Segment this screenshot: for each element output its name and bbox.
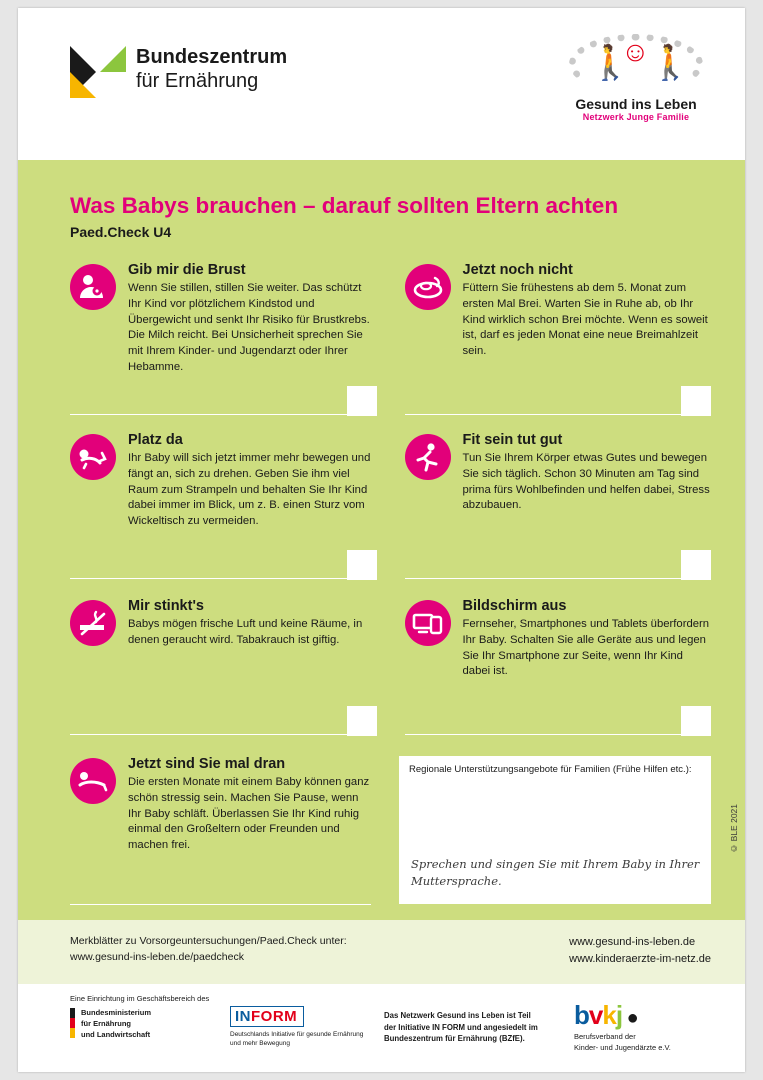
inform-logo-text — [230, 1030, 363, 1049]
advice-text — [128, 756, 371, 854]
advice-body: Ihr Baby will sich jetzt immer mehr bewegen und fängt an, sich zu drehen. Geben Sie ihm viel Raum zum Strampeln und behalten Sie Ihr Kind dabei immer im Blick, um z. B. einen Sturz vom Wickeltisch zu vermeiden. — [128, 452, 371, 528]
advice-cell — [70, 432, 377, 578]
running-person-icon — [405, 434, 451, 480]
page-subtitle: Paed.Check U4 — [70, 224, 172, 240]
advice-grid — [18, 262, 745, 904]
advice-item-fitness — [405, 432, 712, 514]
advice-text — [128, 262, 377, 376]
inform-logo-form: FORM — [251, 1008, 298, 1025]
advice-text — [463, 598, 712, 680]
advice-cell — [70, 756, 371, 904]
gil-person-orange-icon: 🚶 — [649, 44, 692, 82]
footer-url-kinderaerzte[interactable]: www.kinderaerzte-im-netz.de — [569, 952, 711, 965]
gil-title: Gesund ins Leben — [575, 96, 697, 112]
bzfe-logo-text — [136, 46, 287, 93]
divider — [405, 734, 712, 735]
advice-item-space — [70, 432, 377, 530]
checkbox-breastfeeding[interactable] — [347, 386, 377, 416]
footer-left-links — [70, 934, 347, 966]
crawling-baby-icon — [70, 434, 116, 480]
advice-item-screen-off — [405, 598, 712, 680]
network-line2: der Initiative IN FORM und angesiedelt im — [384, 1022, 538, 1032]
bvkj-logo — [574, 1002, 671, 1054]
advice-body: Die ersten Monate mit einem Baby können ganz schön stressig sein. Machen Sie Pause, wenn Ihr Baby schläft. Überlassen Sie Ihr Kind ruhig einmal den Großeltern oder Freunden und machen frei. — [128, 776, 370, 852]
advice-heading: Gib mir die Brust — [128, 262, 246, 278]
advice-cell — [70, 262, 377, 412]
footer-right-links — [569, 934, 711, 967]
advice-item-breastfeeding — [70, 262, 377, 376]
notes-label: Regionale Unterstützungsangebote für Familien (Frühe Hilfen etc.): — [409, 764, 692, 775]
advice-text — [128, 598, 377, 649]
advice-heading: Fit sein tut gut — [462, 432, 563, 448]
inform-logo-mark — [230, 1006, 304, 1027]
bmel-line1: Bundesministerium — [81, 1008, 152, 1017]
bzfe-logo-line1: Bundeszentrum — [136, 46, 288, 68]
advice-row — [70, 432, 711, 578]
footer-links — [18, 920, 745, 984]
gil-person-black-icon: 🚶 — [589, 44, 632, 82]
breastfeeding-icon — [70, 264, 116, 310]
advice-cell — [405, 598, 712, 734]
checkbox-space[interactable] — [347, 550, 377, 580]
inform-logo-in: IN — [235, 1008, 251, 1025]
bvkj-line1: Berufsverband der — [574, 1032, 636, 1041]
bzfe-logo — [70, 46, 287, 98]
advice-cell — [70, 598, 377, 734]
network-line1: Das Netzwerk Gesund ins Leben ist Teil — [384, 1011, 531, 1020]
institution-note: Eine Einrichtung im Geschäftsbereich des — [70, 994, 210, 1003]
gil-person-red-icon: ☺ — [621, 36, 650, 67]
divider — [70, 904, 371, 905]
bowl-spoon-icon — [405, 264, 451, 310]
bmel-logo-text — [81, 1008, 151, 1041]
advice-row — [70, 756, 711, 904]
advice-heading: Platz da — [128, 432, 183, 448]
main-content — [18, 160, 745, 920]
advice-item-no-solids — [405, 262, 712, 360]
bzfe-logo-mark — [70, 46, 126, 98]
network-line3: Bundeszentrum für Ernährung (BZfE). — [384, 1034, 525, 1044]
footer-url-gil[interactable]: www.gesund-ins-leben.de — [569, 936, 696, 948]
no-smoking-icon — [70, 600, 116, 646]
german-flag-icon — [70, 1008, 75, 1038]
advice-heading: Jetzt noch nicht — [462, 262, 573, 278]
advice-body: Fernseher, Smartphones und Tablets überfordern Ihr Baby. Schalten Sie alle Geräte aus und legen Sie Ihr Smartphone zur Seite, wenn Ihr Kind dabei ist. — [462, 618, 710, 678]
notes-box[interactable] — [399, 756, 711, 904]
advice-text — [128, 432, 377, 530]
bzfe-logo-line2: für Ernährung — [136, 69, 259, 92]
title-block — [18, 160, 745, 240]
bvkj-logo-mark: bvkj ● — [574, 1000, 638, 1030]
notes-handwriting: Sprechen und singen Sie mit Ihrem Baby in Ihrer Muttersprache. — [411, 856, 700, 888]
checkbox-screen-off[interactable] — [681, 706, 711, 736]
header — [18, 8, 745, 160]
poster-sheet — [18, 8, 745, 1072]
notes-cell — [399, 756, 711, 904]
advice-text — [463, 432, 712, 514]
divider — [70, 414, 377, 415]
advice-cell — [405, 262, 712, 412]
bvkj-line2: Kinder- und Jugendärzte e.V. — [574, 1042, 671, 1052]
advice-row — [70, 262, 711, 412]
advice-heading: Jetzt sind Sie mal dran — [128, 756, 286, 772]
network-note — [384, 1010, 538, 1045]
checkbox-no-solids[interactable] — [681, 386, 711, 416]
footer-left-url[interactable]: www.gesund-ins-leben.de/paedcheck — [70, 950, 244, 963]
divider — [70, 578, 377, 579]
divider — [70, 734, 377, 735]
bmel-line3: und Landwirtschaft — [81, 1029, 151, 1039]
gil-figures — [561, 32, 711, 94]
checkbox-fitness[interactable] — [681, 550, 711, 580]
advice-item-no-smoking — [70, 598, 377, 649]
bvkj-logo-text — [574, 1032, 671, 1054]
screen-off-icon — [405, 600, 451, 646]
inform-logo — [230, 1006, 363, 1049]
divider — [405, 578, 712, 579]
advice-cell — [405, 432, 712, 578]
inform-line2: und mehr Bewegung — [230, 1040, 290, 1048]
copyright-text: © BLE 2021 — [729, 804, 739, 854]
advice-heading: Bildschirm aus — [462, 598, 567, 614]
bmel-logo — [70, 1008, 151, 1041]
advice-body: Wenn Sie stillen, stillen Sie weiter. Das schützt Ihr Kind vor plötzlichem Kindstod und Übergewicht und senkt Ihr Risiko für Brustkrebs. Die Milch reicht. Bei Unsicherheit sprechen Sie mit Ihrem Kinder- und Jugendarzt oder Ihrer Hebamme. — [128, 282, 370, 374]
gesund-ins-leben-logo — [561, 32, 711, 122]
divider — [405, 414, 712, 415]
checkbox-no-smoking[interactable] — [347, 706, 377, 736]
page-title: Was Babys brauchen – darauf sollten Eltern achten — [70, 193, 619, 218]
advice-heading: Mir stinkt's — [128, 598, 204, 614]
advice-item-rest — [70, 756, 371, 854]
advice-body: Babys mögen frische Luft und keine Räume, in denen geraucht wird. Tabakrauch ist giftig. — [128, 618, 363, 646]
gil-subtitle: Netzwerk Junge Familie — [582, 112, 690, 122]
footer-logos — [18, 984, 745, 1072]
inform-line1: Deutschlands Initiative für gesunde Ernährung — [230, 1031, 364, 1038]
bmel-line2: für Ernährung — [81, 1018, 131, 1028]
footer-left-line1: Merkblätter zu Vorsorgeuntersuchungen/Paed.Check unter: — [70, 935, 347, 947]
advice-body: Tun Sie Ihrem Körper etwas Gutes und bewegen Sie sich täglich. Schon 30 Minuten am Tag sind prima fürs Wohlbefinden und helfen dabei, Stress abzubauen. — [462, 452, 710, 512]
advice-row — [70, 598, 711, 734]
advice-body: Füttern Sie frühestens ab dem 5. Monat zum ersten Mal Brei. Warten Sie in Ruhe ab, ob Ihr Kind wirklich schon Brei möchte. Wenn es soweit ist, darf es jeden Monat eine neue Breimahlzeit sein. — [462, 282, 708, 358]
advice-text — [463, 262, 712, 360]
resting-person-icon — [70, 758, 116, 804]
